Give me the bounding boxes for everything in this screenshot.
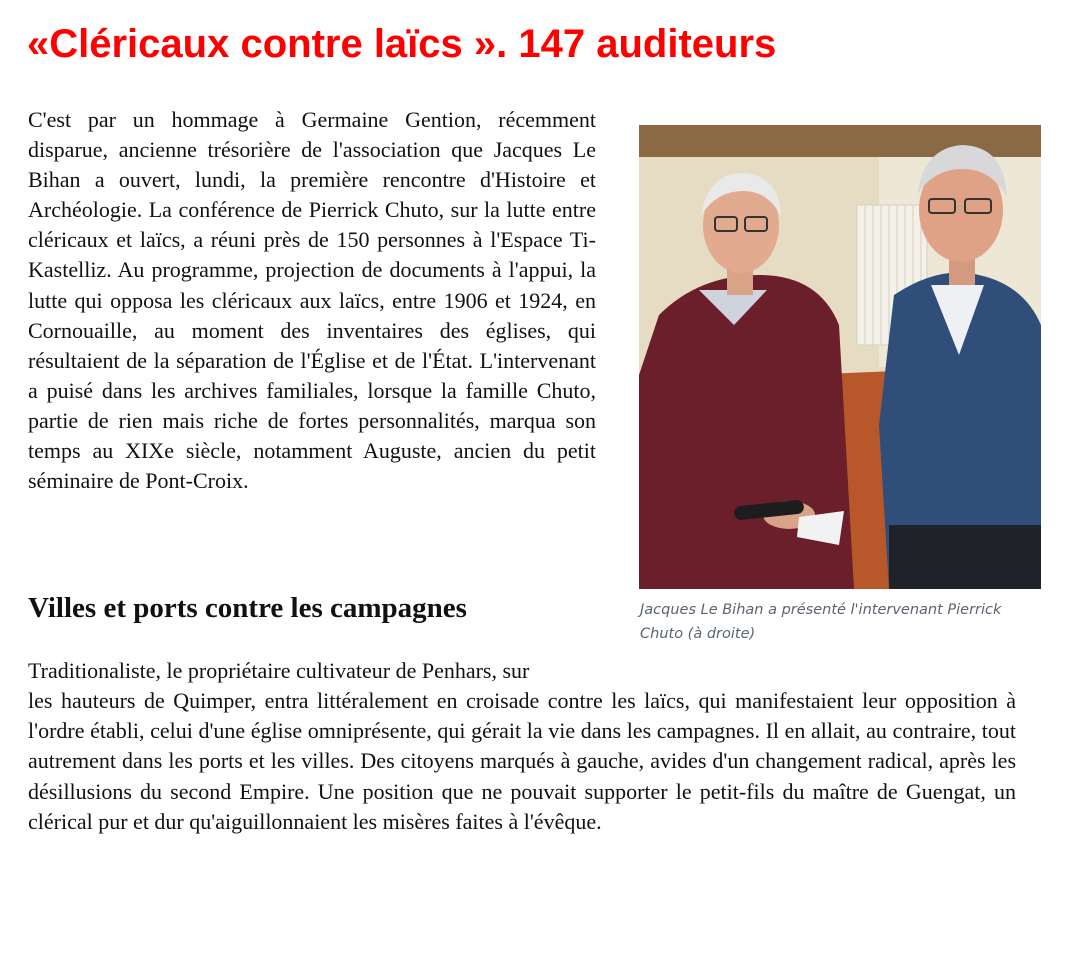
article-paragraph-1: C'est par un hommage à Germaine Gention, récemment disparue, ancienne trésorière de l'association que Jacques Le Bihan a ouvert, lundi, la première rencontre d'Histoire et Archéologie. La conférence de Pierrick Chuto, sur la lutte entre cléricaux et laïcs, a réuni près de 150 personnes à l'Espace Ti-Kastelliz. Au programme, projection de documents à l'appui, la lutte qui opposa les cléricaux aux laïcs, entre 1906 et 1924, en Cornouaille, au moment des inventaires des églises, qui résultaient de la séparation de l'Église et de l'État. L'intervenant a puisé dans les archives familiales, lorsque la famille Chuto, partie de rien mais riche de fortes personnalités, marqua son temps au XIXe siècle, notamment Auguste, ancien du petit séminaire de Pont-Croix.: [28, 107, 596, 494]
article-photo: [639, 125, 1041, 589]
article-paragraph-2-first-line: Traditionaliste, le propriétaire cultivateur de Penhars, sur: [28, 658, 530, 683]
article-paragraph-2: les hauteurs de Quimper, entra littéralement en croisade contre les laïcs, qui manifestaient leur opposition à l'ordre établi, celui d'une église omniprésente, qui gérait la vie dans les campagnes. Il en allait, au contraire, tout autrement dans les ports et les villes. Des citoyens marqués à gauche, avides d'un changement radical, après les désillusions du second Empire. Une position que ne pouvait supporter le petit-fils du maître de Guengat, un clérical pur et dur qu'aiguillonnaient les misères faites à l'évêque.: [28, 688, 1016, 834]
photo-illustration: [639, 125, 1041, 589]
article-title: «Cléricaux contre laïcs ». 147 auditeurs: [27, 22, 777, 66]
section-subheading: Villes et ports contre les campagnes: [28, 592, 467, 624]
photo-caption: Jacques Le Bihan a présenté l'intervenant Pierrick Chuto (à droite): [640, 602, 1002, 642]
